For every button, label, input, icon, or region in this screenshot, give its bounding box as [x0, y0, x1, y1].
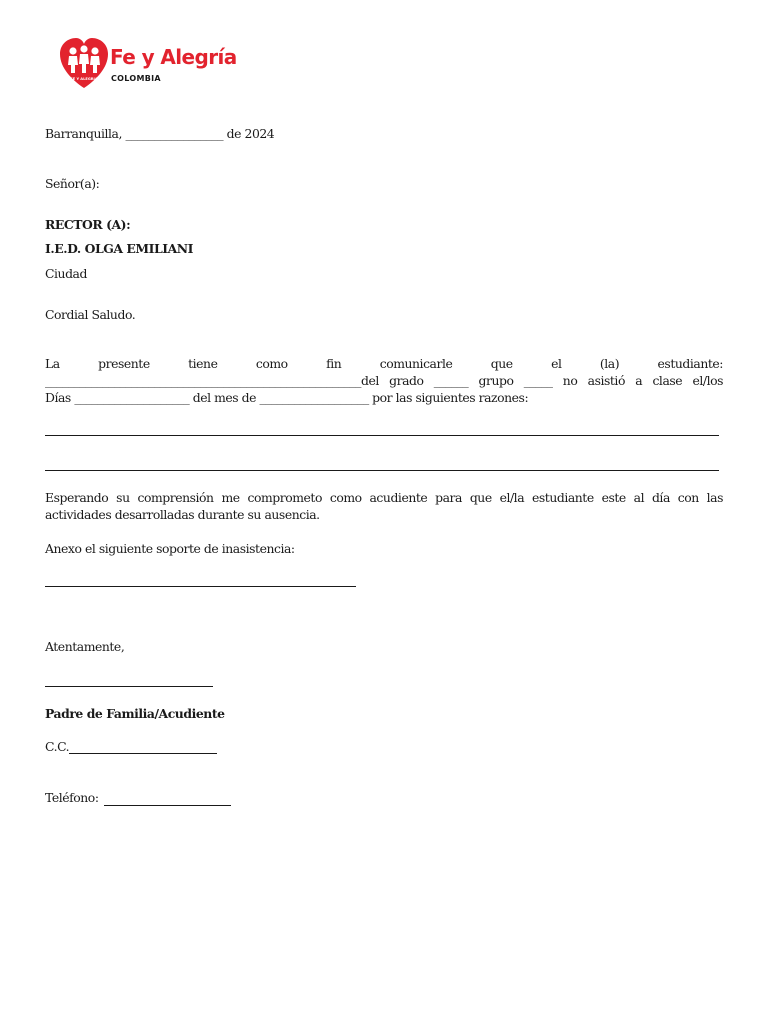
signature-line [45, 686, 213, 687]
recipient-title: RECTOR (A): [45, 217, 131, 232]
salutation: Señor(a): [45, 176, 100, 191]
date-city: Barranquilla, [45, 126, 122, 141]
logo-seal-text: FE Y ALEGRIA [70, 77, 98, 81]
closing-paragraph: Esperando su comprensión me comprometo como acudiente para que el/la estudiante este al día con las actividades desarrolladas durante su ausencia. [45, 490, 723, 522]
cc-label: C.C. [45, 739, 70, 754]
date-year: de 2024 [226, 126, 275, 141]
body-line-2: _______________________________________________________del grado ______ grupo _____ no asistió a clase el/los [45, 373, 723, 388]
brand-name: Fe y Alegría [110, 45, 237, 69]
phone-label: Teléfono: [45, 790, 99, 805]
reason-line-1 [45, 435, 719, 436]
phone-line [104, 805, 231, 806]
brand-country: COLOMBIA [111, 74, 161, 83]
body-line-3: Días ____________________ del mes de ___________________ por las siguientes razones: [45, 390, 529, 405]
sign-off: Atentamente, [45, 639, 125, 654]
heart-logo-icon [60, 38, 108, 90]
signer-role: Padre de Familia/Acudiente [45, 706, 225, 721]
body-line-1: La presente tiene como fin comunicarle que el (la) estudiante: [45, 356, 723, 371]
date-line [45, 126, 274, 141]
recipient-school: I.E.D. OLGA EMILIANI [45, 241, 194, 256]
date-blank: _________________ [125, 126, 224, 141]
annex-text: Anexo el siguiente soporte de inasistencia: [45, 541, 295, 556]
reason-line-2 [45, 470, 719, 471]
fe-y-alegria-logo [60, 38, 237, 90]
annex-line [45, 586, 356, 587]
greeting: Cordial Saludo. [45, 307, 136, 322]
recipient-city: Ciudad [45, 266, 87, 281]
cc-line [69, 753, 217, 754]
